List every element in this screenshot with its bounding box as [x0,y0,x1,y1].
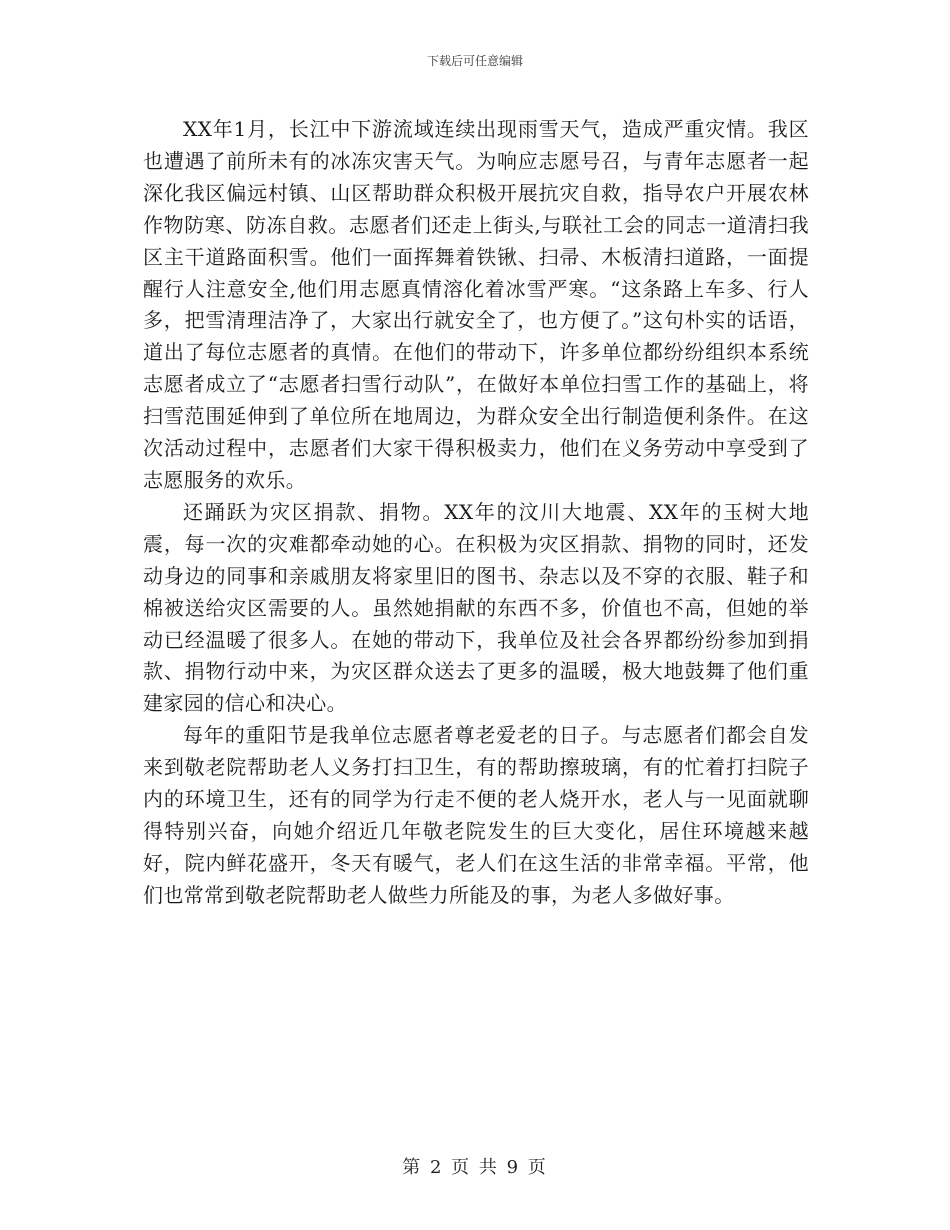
page-number-footer: 第 2 页 共 9 页 [402,1157,548,1178]
paragraph-elderly-care: 每年的重阳节是我单位志愿者尊老爱老的日子。与志愿者们都会自发来到敬老院帮助老人义务打扫卫生，有的帮助擦玻璃，有的忙着打扫院子内的环境卫生，还有的同学为行走不便的老人烧开水，老人与一见面就聊得特别兴奋，向她介绍近几年敬老院发生的巨大变化，居住环境越来越好，院内鲜花盛开，冬天有暖气，老人们在这生活的非常幸福。平常，他们也常常到敬老院帮助老人做些力所能及的事，为老人多做好事。 [143,723,809,907]
paragraph-snow-relief: XX年1月，长江中下游流域连续出现雨雪天气，造成严重灾情。我区也遭遇了前所未有的冰冻灾害天气。为响应志愿号召，与青年志愿者一起深化我区偏远村镇、山区帮助群众积极开展抗灾自救，指导农户开展农林作物防寒、防冻自救。志愿者们还走上街头,与联社工会的同志一道清扫我区主干道路面积雪。他们一面挥舞着铁锹、扫帚、木板清扫道路，一面提醒行人注意安全,他们用志愿真情溶化着冰雪严寒。“这条路上车多、行人多，把雪清理洁净了，大家出行就安全了，也方便了。”这句朴实的话语，道出了每位志愿者的真情。在他们的带动下，许多单位都纷纷组织本系统志愿者成立了“志愿者扫雪行动队”，在做好本单位扫雪工作的基础上，将扫雪范围延伸到了单位所在地周边，为群众安全出行制造便利条件。在这次活动过程中，志愿者们大家干得积极卖力，他们在义务劳动中享受到了志愿服务的欢乐。 [143,117,809,492]
document-body [143,114,809,912]
page-header-note: 下载后可任意编辑 [426,54,523,68]
paragraph-disaster-donation: 还踊跃为灾区捐款、捐物。XX年的汶川大地震、XX年的玉树大地震，每一次的灾难都牵动她的心。在积极为灾区捐款、捐物的同时，还发动身边的同事和亲戚朋友将家里旧的图书、杂志以及不穿的衣服、鞋子和棉被送给灾区需要的人。虽然她捐献的东西不多，价值也不高，但她的举动已经温暖了很多人。在她的带动下，我单位及社会各界都纷纷参加到捐款、捐物行动中来，为灾区群众送去了更多的温暖，极大地鼓舞了他们重建家园的信心和决心。 [143,499,809,716]
